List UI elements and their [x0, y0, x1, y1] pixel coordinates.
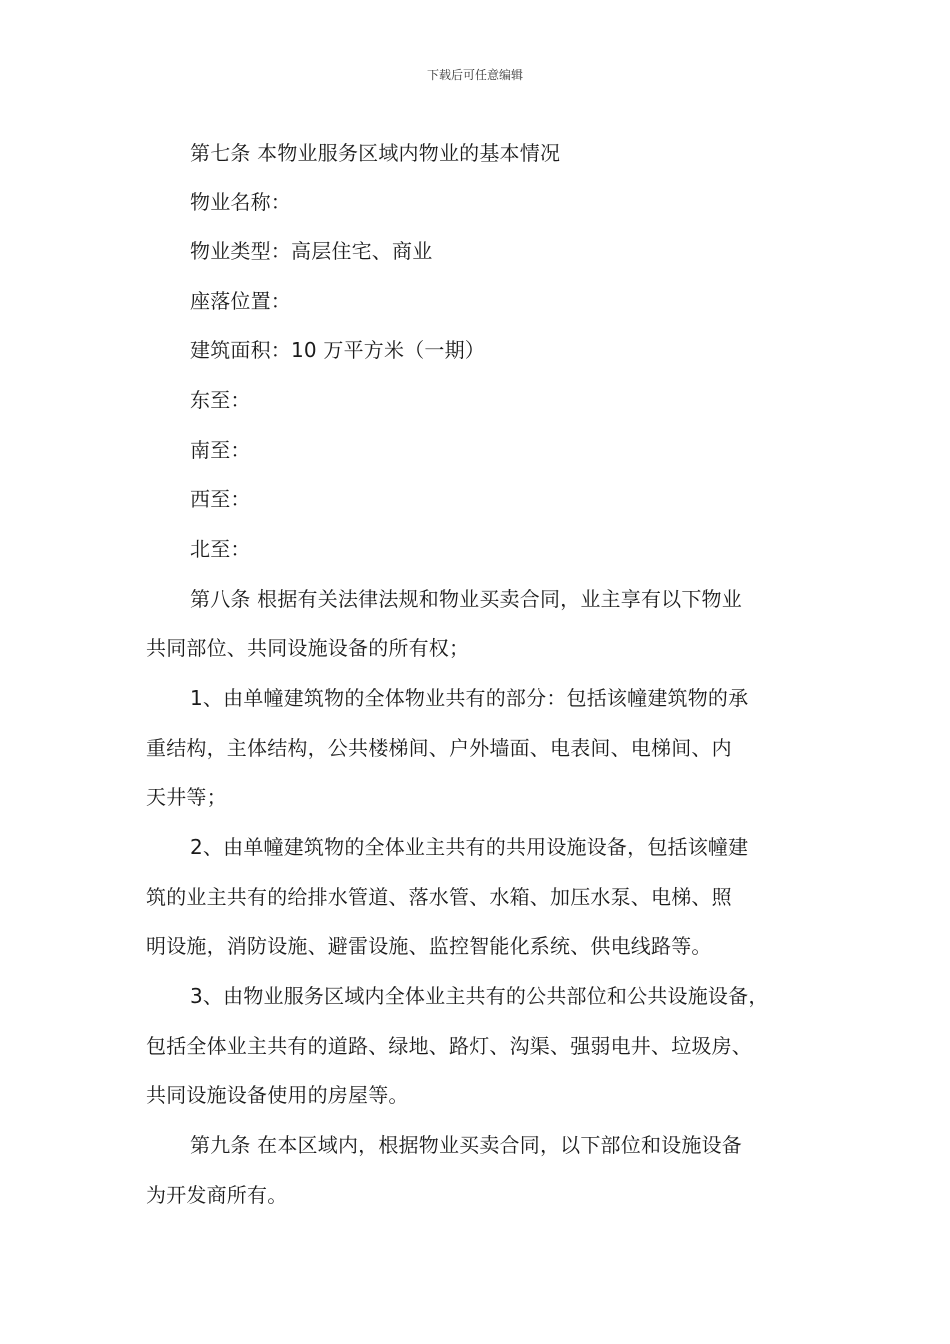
- item-3-line-1: 3、由物业服务区域内全体业主共有的公共部位和公共设施设备，: [190, 984, 769, 1008]
- property-name-line: 物业名称：: [190, 190, 291, 214]
- property-location-line: 座落位置：: [190, 289, 291, 313]
- page-header-note: 下载后可任意编辑: [426, 68, 523, 82]
- west-boundary-line: 西至：: [190, 487, 251, 511]
- property-type-line: 物业类型：高层住宅、商业: [190, 239, 433, 263]
- east-boundary-line: 东至：: [190, 388, 251, 412]
- article-8-line-2: 共同部位、共同设施设备的所有权；: [146, 636, 470, 660]
- article-9-line-1: 第九条 在本区域内，根据物业买卖合同，以下部位和设施设备: [190, 1133, 742, 1157]
- item-1-line-3: 天井等；: [146, 785, 227, 809]
- item-2-line-1: 2、由单幢建筑物的全体业主共有的共用设施设备，包括该幢建: [190, 835, 749, 859]
- item-1-line-1: 1、由单幢建筑物的全体物业共有的部分：包括该幢建筑物的承: [190, 686, 749, 710]
- item-2-line-3: 明设施，消防设施、避雷设施、监控智能化系统、供电线路等。: [146, 934, 712, 958]
- article-8-line-1: 第八条 根据有关法律法规和物业买卖合同，业主享有以下物业: [190, 587, 742, 611]
- article-9-line-2: 为开发商所有。: [146, 1183, 288, 1207]
- item-3-line-3: 共同设施设备使用的房屋等。: [146, 1083, 409, 1107]
- item-2-line-2: 筑的业主共有的给排水管道、落水管、水箱、加压水泵、电梯、照: [146, 885, 732, 909]
- south-boundary-line: 南至：: [190, 438, 251, 462]
- item-3-line-2: 包括全体业主共有的道路、绿地、路灯、沟渠、强弱电井、垃圾房、: [146, 1034, 752, 1058]
- item-1-line-2: 重结构，主体结构，公共楼梯间、户外墙面、电表间、电梯间、内: [146, 736, 732, 760]
- article-7-heading: 第七条 本物业服务区域内物业的基本情况: [190, 141, 561, 165]
- north-boundary-line: 北至：: [190, 537, 251, 561]
- building-area-line: 建筑面积：10 万平方米（一期）: [190, 338, 486, 362]
